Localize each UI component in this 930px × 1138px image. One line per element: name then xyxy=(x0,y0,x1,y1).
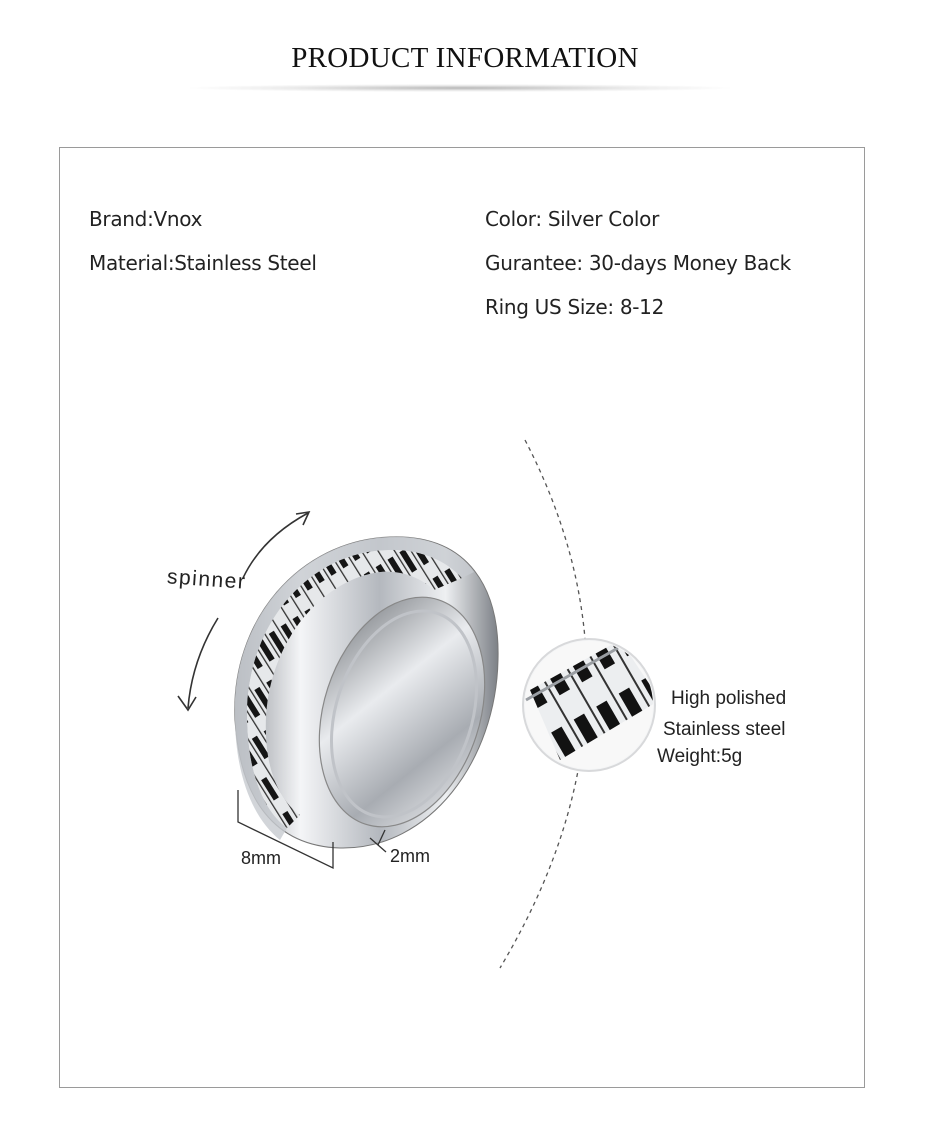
detail-line-finish: High polished xyxy=(671,688,787,709)
spec-material: Material:Stainless Steel xyxy=(89,251,317,275)
ring-image xyxy=(235,537,513,849)
detail-line-material: Stainless steel xyxy=(663,719,786,740)
page-title: PRODUCT INFORMATION xyxy=(291,42,639,74)
width-label: 8mm xyxy=(241,848,281,868)
detail-zoom-circle xyxy=(520,639,660,780)
spin-arrow-down xyxy=(188,618,218,708)
thickness-label: 2mm xyxy=(390,846,430,866)
spec-brand: Brand:Vnox xyxy=(89,207,203,231)
detail-line-weight: Weight:5g xyxy=(657,746,743,767)
spec-color: Color: Silver Color xyxy=(485,207,660,231)
spin-arrow-up xyxy=(243,513,308,578)
spec-guarantee: Gurantee: 30-days Money Back xyxy=(485,251,791,275)
spinner-label: spinner xyxy=(166,565,248,594)
spec-size: Ring US Size: 8-12 xyxy=(485,295,665,319)
